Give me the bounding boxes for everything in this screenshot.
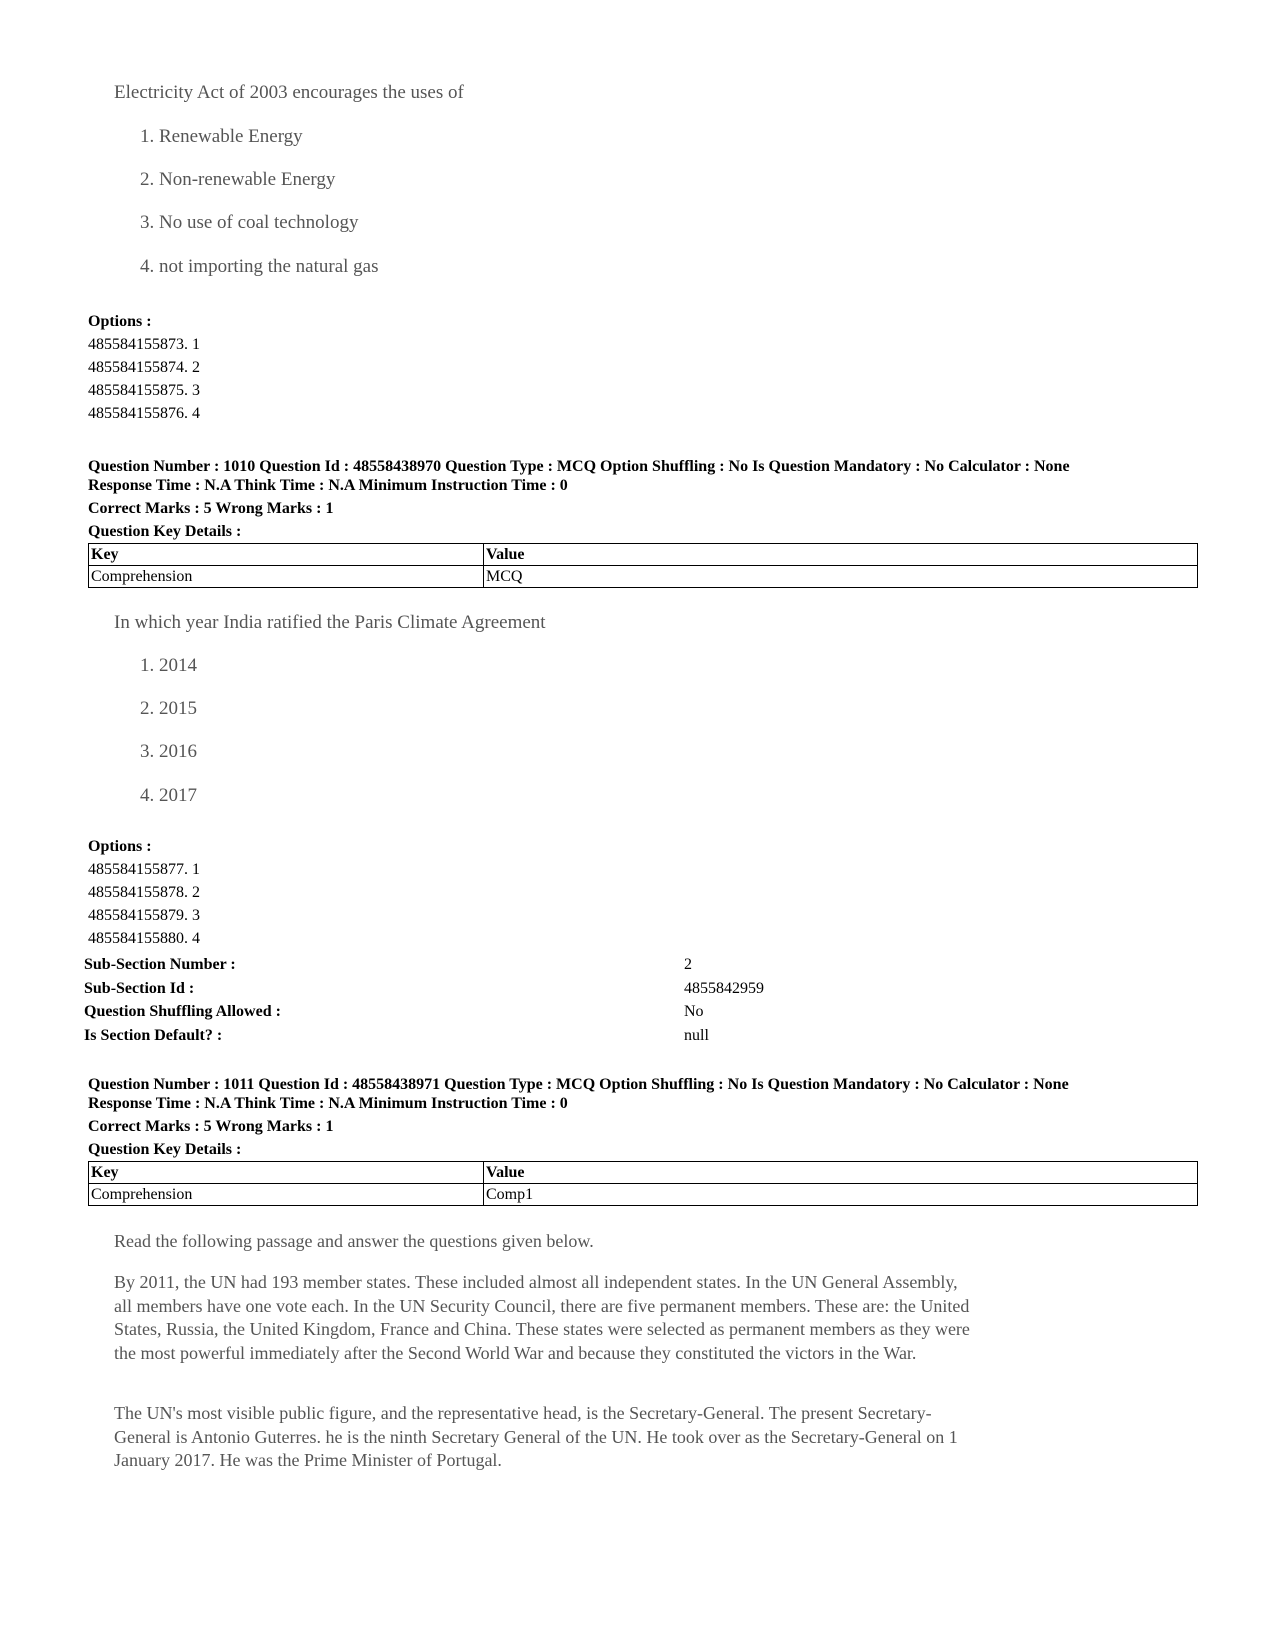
option-item: 485584155878. 2 [88,884,200,901]
option-item: 485584155874. 2 [88,359,200,376]
options-label: Options : [88,838,152,855]
subsection-value: 4855842959 [684,980,764,997]
list-item: 3. 2016 [140,741,197,762]
table-row [89,566,1198,588]
table-header-key: Key [89,1162,484,1184]
table-cell-key: Comprehension [89,1184,484,1206]
question-stem: In which year India ratified the Paris Climate Agreement [114,612,546,633]
table-cell-value: MCQ [484,566,1198,588]
key-details-table [88,1161,1198,1206]
subsection-label: Sub-Section Number : [84,956,236,973]
question-header-line2: Response Time : N.A Think Time : N.A Minimum Instruction Time : 0 [88,1095,568,1112]
question-header-line2: Response Time : N.A Think Time : N.A Minimum Instruction Time : 0 [88,477,568,494]
table-header-value: Value [484,544,1198,566]
list-item: 2. Non-renewable Energy [140,169,336,190]
subsection-value: No [684,1003,704,1020]
option-item: 485584155877. 1 [88,861,200,878]
list-item: 1. 2014 [140,655,197,676]
table-cell-value: Comp1 [484,1184,1198,1206]
subsection-label: Sub-Section Id : [84,980,195,997]
passage-intro: Read the following passage and answer the questions given below. [114,1231,594,1251]
subsection-label: Is Section Default? : [84,1027,223,1044]
table-header-key: Key [89,544,484,566]
table-row [89,1162,1198,1184]
question-marks: Correct Marks : 5 Wrong Marks : 1 [88,1118,334,1135]
key-details-table [88,543,1198,588]
list-item: 1. Renewable Energy [140,126,303,147]
question-header: Question Number : 1011 Question Id : 48558438971 Question Type : MCQ Option Shuffling : No Is Question Mandatory : No Calculator : None [88,1076,1069,1093]
question-header: Question Number : 1010 Question Id : 48558438970 Question Type : MCQ Option Shuffling : No Is Question Mandatory : No Calculator : None [88,458,1070,475]
option-item: 485584155876. 4 [88,405,200,422]
option-item: 485584155875. 3 [88,382,200,399]
passage-paragraph: By 2011, the UN had 193 member states. These included almost all independent states. In the UN General Assembly, all members have one vote each. In the UN Security Council, there are five permanent members. These are: the United States, Russia, the United Kingdom, France and China. These states were selected as permanent members as they were the most powerful immediately after the Second World War and because they constituted the victors in the War. [114,1272,970,1363]
list-item: 2. 2015 [140,698,197,719]
table-row [89,1184,1198,1206]
option-item: 485584155880. 4 [88,930,200,947]
table-header-value: Value [484,1162,1198,1184]
options-label: Options : [88,313,152,330]
subsection-value: null [684,1027,709,1044]
question-stem: Electricity Act of 2003 encourages the uses of [114,82,464,103]
list-item: 3. No use of coal technology [140,212,359,233]
list-item: 4. 2017 [140,785,197,806]
option-item: 485584155873. 1 [88,336,200,353]
option-item: 485584155879. 3 [88,907,200,924]
subsection-value: 2 [684,956,692,973]
table-row [89,544,1198,566]
list-item: 4. not importing the natural gas [140,256,379,277]
question-marks: Correct Marks : 5 Wrong Marks : 1 [88,500,334,517]
key-details-label: Question Key Details : [88,523,242,540]
subsection-label: Question Shuffling Allowed : [84,1003,281,1020]
key-details-label: Question Key Details : [88,1141,242,1158]
table-cell-key: Comprehension [89,566,484,588]
passage-paragraph: The UN's most visible public figure, and the representative head, is the Secretary-General. The present Secretary-General is Antonio Guterres. he is the ninth Secretary General of the UN. He took over as the Secretary-General on 1 January 2017. He was the Prime Minister of Portugal. [114,1403,958,1470]
